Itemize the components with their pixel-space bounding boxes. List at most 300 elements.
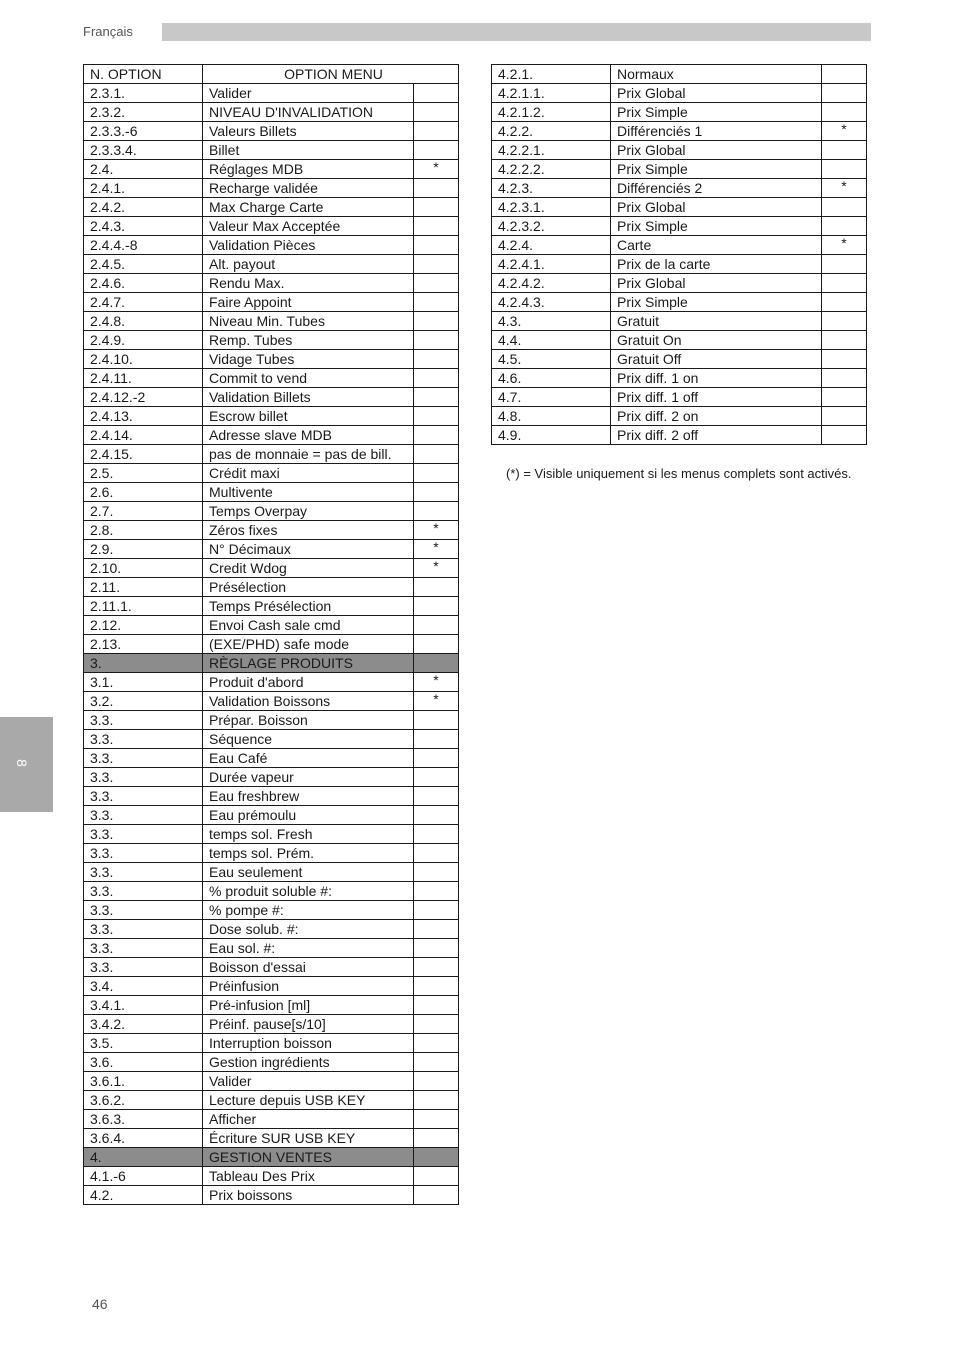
visibility-marker-cell xyxy=(822,312,867,331)
visibility-marker-cell xyxy=(414,274,459,293)
option-menu-cell: Max Charge Carte xyxy=(203,198,414,217)
visibility-marker-cell xyxy=(822,350,867,369)
table-row xyxy=(84,635,459,654)
table-row xyxy=(492,293,867,312)
table-row xyxy=(84,160,459,179)
option-number-cell: 3.3. xyxy=(84,749,203,768)
table-row xyxy=(492,312,867,331)
option-number-cell: 4.2.2.1. xyxy=(492,141,611,160)
option-number-cell: 2.4.13. xyxy=(84,407,203,426)
option-number-cell: 4.2.4. xyxy=(492,236,611,255)
option-number-cell: 3.4. xyxy=(84,977,203,996)
visibility-marker-cell: * xyxy=(414,559,459,578)
visibility-marker-cell xyxy=(414,407,459,426)
option-menu-cell: Validation Pièces xyxy=(203,236,414,255)
visibility-marker-cell xyxy=(414,616,459,635)
table-row xyxy=(492,160,867,179)
table-row xyxy=(84,312,459,331)
option-menu-cell: % produit soluble #: xyxy=(203,882,414,901)
table-row xyxy=(84,806,459,825)
visibility-marker-cell xyxy=(414,198,459,217)
option-menu-cell: Interruption boisson xyxy=(203,1034,414,1053)
option-menu-cell: Prix diff. 1 off xyxy=(611,388,822,407)
option-number-cell: 2.3.2. xyxy=(84,103,203,122)
option-menu-cell: Prépar. Boisson xyxy=(203,711,414,730)
visibility-marker-cell xyxy=(822,65,867,84)
table-row xyxy=(492,426,867,445)
table-row xyxy=(84,1015,459,1034)
option-number-cell: 3.3. xyxy=(84,958,203,977)
option-menu-cell: temps sol. Fresh xyxy=(203,825,414,844)
visibility-marker-cell xyxy=(822,84,867,103)
option-menu-cell: Différenciés 2 xyxy=(611,179,822,198)
option-menu-cell: Eau freshbrew xyxy=(203,787,414,806)
option-number-cell: 2.4. xyxy=(84,160,203,179)
option-menu-cell: Boisson d'essai xyxy=(203,958,414,977)
option-number-cell: 2.9. xyxy=(84,540,203,559)
visibility-marker-cell xyxy=(414,1110,459,1129)
option-number-cell: 3. xyxy=(84,654,203,673)
option-number-cell: 4.3. xyxy=(492,312,611,331)
option-menu-cell: Prix Simple xyxy=(611,217,822,236)
option-menu-cell: % pompe #: xyxy=(203,901,414,920)
table-row xyxy=(84,255,459,274)
option-number-cell: 2.3.1. xyxy=(84,84,203,103)
option-menu-cell: Prix de la carte xyxy=(611,255,822,274)
option-menu-cell: Billet xyxy=(203,141,414,160)
table-row xyxy=(84,1053,459,1072)
option-number-cell: 2.4.7. xyxy=(84,293,203,312)
table-row xyxy=(84,331,459,350)
option-number-cell: 3.6.1. xyxy=(84,1072,203,1091)
option-number-cell: 4.8. xyxy=(492,407,611,426)
visibility-marker-cell xyxy=(414,179,459,198)
visibility-marker-cell xyxy=(822,369,867,388)
option-number-cell: 3.1. xyxy=(84,673,203,692)
option-menu-cell: Prix Simple xyxy=(611,293,822,312)
option-number-cell: 2.4.11. xyxy=(84,369,203,388)
visibility-marker-cell xyxy=(414,977,459,996)
option-menu-cell: Eau Café xyxy=(203,749,414,768)
table-row xyxy=(84,502,459,521)
option-menu-cell: Rendu Max. xyxy=(203,274,414,293)
option-menu-cell: Escrow billet xyxy=(203,407,414,426)
option-number-cell: 3.3. xyxy=(84,806,203,825)
visibility-marker-cell xyxy=(414,1186,459,1205)
option-menu-cell: Produit d'abord xyxy=(203,673,414,692)
table-row xyxy=(492,274,867,293)
visibility-marker-cell xyxy=(414,901,459,920)
table-row xyxy=(84,730,459,749)
option-number-cell: 2.4.15. xyxy=(84,445,203,464)
option-number-cell: 2.5. xyxy=(84,464,203,483)
table-row xyxy=(492,255,867,274)
option-number-cell: 3.3. xyxy=(84,844,203,863)
header-option-number: N. OPTION xyxy=(84,65,203,84)
option-number-cell: 2.6. xyxy=(84,483,203,502)
visibility-marker-cell xyxy=(414,635,459,654)
option-menu-cell: Prix diff. 1 on xyxy=(611,369,822,388)
visibility-marker-cell xyxy=(822,331,867,350)
option-number-cell: 2.4.14. xyxy=(84,426,203,445)
option-menu-cell: Multivente xyxy=(203,483,414,502)
table-row xyxy=(84,1167,459,1186)
option-number-cell: 4.2.1. xyxy=(492,65,611,84)
table-row xyxy=(84,84,459,103)
option-menu-cell: N° Décimaux xyxy=(203,540,414,559)
option-number-cell: 3.6. xyxy=(84,1053,203,1072)
visibility-marker-cell xyxy=(414,1148,459,1167)
option-menu-cell: Faire Appoint xyxy=(203,293,414,312)
option-number-cell: 2.7. xyxy=(84,502,203,521)
option-number-cell: 3.3. xyxy=(84,711,203,730)
option-menu-cell: Prix diff. 2 off xyxy=(611,426,822,445)
table-row xyxy=(492,388,867,407)
option-number-cell: 3.5. xyxy=(84,1034,203,1053)
option-menu-cell: Prix diff. 2 on xyxy=(611,407,822,426)
option-number-cell: 4.2.4.1. xyxy=(492,255,611,274)
option-menu-cell: Validation Billets xyxy=(203,388,414,407)
visibility-marker-cell xyxy=(414,597,459,616)
table-row xyxy=(492,407,867,426)
visibility-marker-cell xyxy=(414,1034,459,1053)
option-number-cell: 3.4.2. xyxy=(84,1015,203,1034)
option-number-cell: 3.3. xyxy=(84,863,203,882)
option-menu-cell: Niveau Min. Tubes xyxy=(203,312,414,331)
table-row xyxy=(84,293,459,312)
table-row xyxy=(84,711,459,730)
visibility-marker-cell xyxy=(414,711,459,730)
table-row xyxy=(84,749,459,768)
table-row xyxy=(84,692,459,711)
visibility-marker-cell: * xyxy=(822,179,867,198)
option-menu-cell: Gratuit xyxy=(611,312,822,331)
section-row xyxy=(84,654,459,673)
visibility-marker-cell xyxy=(414,312,459,331)
table-row xyxy=(492,198,867,217)
option-number-cell: 3.3. xyxy=(84,787,203,806)
visibility-marker-cell xyxy=(414,806,459,825)
visibility-marker-cell xyxy=(414,103,459,122)
table-row xyxy=(84,996,459,1015)
option-menu-cell: Réglages MDB xyxy=(203,160,414,179)
option-number-cell: 4.2.2. xyxy=(492,122,611,141)
table-row xyxy=(492,179,867,198)
visibility-marker-cell xyxy=(414,1053,459,1072)
page-number: 46 xyxy=(92,1296,108,1312)
option-number-cell: 2.4.5. xyxy=(84,255,203,274)
option-number-cell: 4.4. xyxy=(492,331,611,350)
option-menu-cell: Préinf. pause[s/10] xyxy=(203,1015,414,1034)
chapter-tab-label: 8 xyxy=(13,759,30,767)
table-row xyxy=(492,65,867,84)
option-number-cell: 2.13. xyxy=(84,635,203,654)
option-menu-cell: Lecture depuis USB KEY xyxy=(203,1091,414,1110)
table-row xyxy=(84,464,459,483)
table-row xyxy=(84,616,459,635)
option-number-cell: 2.4.9. xyxy=(84,331,203,350)
chapter-tab xyxy=(0,717,53,812)
visibility-marker-cell xyxy=(822,103,867,122)
option-number-cell: 3.6.3. xyxy=(84,1110,203,1129)
visibility-marker-cell xyxy=(414,350,459,369)
option-menu-cell: Écriture SUR USB KEY xyxy=(203,1129,414,1148)
option-menu-cell: NIVEAU D'INVALIDATION xyxy=(203,103,414,122)
table-row xyxy=(84,426,459,445)
section-row xyxy=(84,1148,459,1167)
table-row xyxy=(84,103,459,122)
option-menu-cell: Vidage Tubes xyxy=(203,350,414,369)
visibility-marker-cell xyxy=(414,825,459,844)
option-menu-cell: Carte xyxy=(611,236,822,255)
option-menu-cell: RÈGLAGE PRODUITS xyxy=(203,654,414,673)
language-label: Français xyxy=(83,24,133,39)
option-menu-cell: pas de monnaie = pas de bill. xyxy=(203,445,414,464)
option-menu-cell: Afficher xyxy=(203,1110,414,1129)
table-row xyxy=(84,122,459,141)
table-row xyxy=(84,977,459,996)
option-number-cell: 4. xyxy=(84,1148,203,1167)
visibility-marker-cell xyxy=(414,958,459,977)
option-menu-cell: Prix Global xyxy=(611,274,822,293)
option-menu-cell: Validation Boissons xyxy=(203,692,414,711)
table-row xyxy=(84,597,459,616)
option-menu-cell: Gratuit Off xyxy=(611,350,822,369)
option-number-cell: 2.3.3.4. xyxy=(84,141,203,160)
table-row xyxy=(84,350,459,369)
option-number-cell: 4.2.4.2. xyxy=(492,274,611,293)
visibility-marker-cell: * xyxy=(414,673,459,692)
option-menu-cell: Tableau Des Prix xyxy=(203,1167,414,1186)
table-row xyxy=(84,198,459,217)
option-menu-cell: Zéros fixes xyxy=(203,521,414,540)
option-number-cell: 2.3.3.-6 xyxy=(84,122,203,141)
table-row xyxy=(84,236,459,255)
option-menu-cell: Adresse slave MDB xyxy=(203,426,414,445)
option-menu-cell: Préinfusion xyxy=(203,977,414,996)
option-menu-cell: Alt. payout xyxy=(203,255,414,274)
option-number-cell: 2.11.1. xyxy=(84,597,203,616)
visibility-marker-cell xyxy=(414,141,459,160)
visibility-marker-cell xyxy=(822,293,867,312)
visibility-marker-cell xyxy=(414,84,459,103)
visibility-marker-cell xyxy=(414,122,459,141)
option-number-cell: 3.3. xyxy=(84,939,203,958)
table-row xyxy=(84,958,459,977)
visibility-marker-cell xyxy=(414,996,459,1015)
visibility-marker-cell xyxy=(822,255,867,274)
option-number-cell: 4.2.4.3. xyxy=(492,293,611,312)
option-menu-cell: Temps Présélection xyxy=(203,597,414,616)
visibility-marker-cell xyxy=(414,426,459,445)
visibility-marker-cell xyxy=(414,255,459,274)
table-row xyxy=(492,350,867,369)
header-option-menu: OPTION MENU xyxy=(203,65,459,84)
option-menu-cell: Crédit maxi xyxy=(203,464,414,483)
option-menu-cell: temps sol. Prém. xyxy=(203,844,414,863)
option-number-cell: 2.4.4.-8 xyxy=(84,236,203,255)
table-row xyxy=(492,103,867,122)
option-number-cell: 3.6.4. xyxy=(84,1129,203,1148)
option-menu-cell: Gratuit On xyxy=(611,331,822,350)
option-menu-cell: Différenciés 1 xyxy=(611,122,822,141)
visibility-marker-cell xyxy=(822,198,867,217)
visibility-marker-cell xyxy=(414,654,459,673)
option-menu-cell: Durée vapeur xyxy=(203,768,414,787)
options-table-left xyxy=(83,64,459,1205)
visibility-marker-cell xyxy=(414,768,459,787)
option-number-cell: 2.4.6. xyxy=(84,274,203,293)
table-row xyxy=(492,236,867,255)
option-number-cell: 2.4.3. xyxy=(84,217,203,236)
visibility-marker-cell xyxy=(822,426,867,445)
option-number-cell: 4.2.2.2. xyxy=(492,160,611,179)
option-number-cell: 2.12. xyxy=(84,616,203,635)
visibility-marker-cell xyxy=(414,863,459,882)
table-row xyxy=(492,331,867,350)
visibility-marker-cell: * xyxy=(822,236,867,255)
visibility-marker-cell: * xyxy=(414,521,459,540)
table-row xyxy=(84,1129,459,1148)
option-menu-cell: Temps Overpay xyxy=(203,502,414,521)
option-number-cell: 4.5. xyxy=(492,350,611,369)
visibility-marker-cell: * xyxy=(414,540,459,559)
header-bar xyxy=(162,23,871,41)
table-row xyxy=(84,882,459,901)
visibility-marker-cell xyxy=(414,464,459,483)
table-row xyxy=(84,673,459,692)
table-row xyxy=(492,122,867,141)
option-menu-cell: Envoi Cash sale cmd xyxy=(203,616,414,635)
visibility-marker-cell xyxy=(414,1129,459,1148)
visibility-marker-cell: * xyxy=(822,122,867,141)
option-number-cell: 3.3. xyxy=(84,768,203,787)
option-number-cell: 4.2. xyxy=(84,1186,203,1205)
option-menu-cell: Commit to vend xyxy=(203,369,414,388)
option-menu-cell: Séquence xyxy=(203,730,414,749)
visibility-marker-cell xyxy=(414,882,459,901)
table-row xyxy=(84,578,459,597)
visibility-marker-cell xyxy=(414,502,459,521)
option-number-cell: 4.2.3. xyxy=(492,179,611,198)
option-number-cell: 4.2.1.1. xyxy=(492,84,611,103)
option-number-cell: 3.4.1. xyxy=(84,996,203,1015)
option-menu-cell: Valeurs Billets xyxy=(203,122,414,141)
visibility-marker-cell xyxy=(414,1091,459,1110)
option-menu-cell: Présélection xyxy=(203,578,414,597)
visibility-marker-cell xyxy=(414,1072,459,1091)
table-row xyxy=(492,141,867,160)
table-row xyxy=(84,369,459,388)
visibility-marker-cell xyxy=(414,1167,459,1186)
option-menu-cell: Prix Global xyxy=(611,84,822,103)
table-row xyxy=(84,540,459,559)
table-row xyxy=(84,445,459,464)
options-table-right xyxy=(491,64,867,445)
option-number-cell: 2.10. xyxy=(84,559,203,578)
option-number-cell: 4.6. xyxy=(492,369,611,388)
visibility-marker-cell xyxy=(822,388,867,407)
visibility-marker-cell xyxy=(414,920,459,939)
table-row xyxy=(84,844,459,863)
option-menu-cell: Prix Global xyxy=(611,198,822,217)
option-menu-cell: Pré-infusion [ml] xyxy=(203,996,414,1015)
table-row xyxy=(84,1034,459,1053)
visibility-marker-cell xyxy=(414,369,459,388)
table-row xyxy=(84,920,459,939)
option-number-cell: 4.2.3.1. xyxy=(492,198,611,217)
table-row xyxy=(84,274,459,293)
option-number-cell: 2.11. xyxy=(84,578,203,597)
table-row xyxy=(492,369,867,388)
option-menu-cell: Dose solub. #: xyxy=(203,920,414,939)
table-row xyxy=(84,768,459,787)
visibility-marker-cell xyxy=(414,236,459,255)
option-menu-cell: Recharge validée xyxy=(203,179,414,198)
visibility-marker-cell xyxy=(414,1015,459,1034)
option-number-cell: 4.1.-6 xyxy=(84,1167,203,1186)
visibility-marker-cell xyxy=(414,578,459,597)
option-number-cell: 4.7. xyxy=(492,388,611,407)
option-menu-cell: Prix Simple xyxy=(611,103,822,122)
table-row xyxy=(84,141,459,160)
option-number-cell: 2.4.10. xyxy=(84,350,203,369)
option-number-cell: 2.4.8. xyxy=(84,312,203,331)
visibility-marker-cell xyxy=(414,939,459,958)
option-number-cell: 3.3. xyxy=(84,920,203,939)
visibility-marker-cell xyxy=(414,730,459,749)
option-number-cell: 3.2. xyxy=(84,692,203,711)
option-menu-cell: Eau sol. #: xyxy=(203,939,414,958)
visibility-marker-cell xyxy=(822,160,867,179)
visibility-marker-cell: * xyxy=(414,692,459,711)
option-menu-cell: Valider xyxy=(203,84,414,103)
visibility-marker-cell xyxy=(414,787,459,806)
table-row xyxy=(84,1072,459,1091)
option-menu-cell: Prix boissons xyxy=(203,1186,414,1205)
table-row xyxy=(84,939,459,958)
table-row xyxy=(84,217,459,236)
option-number-cell: 4.2.1.2. xyxy=(492,103,611,122)
option-menu-cell: Valider xyxy=(203,1072,414,1091)
visibility-marker-cell xyxy=(822,274,867,293)
option-menu-cell: Valeur Max Acceptée xyxy=(203,217,414,236)
table-row xyxy=(492,217,867,236)
visibility-marker-cell xyxy=(822,407,867,426)
option-number-cell: 3.3. xyxy=(84,901,203,920)
visibility-marker-cell xyxy=(414,844,459,863)
option-number-cell: 3.3. xyxy=(84,882,203,901)
table-row xyxy=(84,1091,459,1110)
table-row xyxy=(84,179,459,198)
option-menu-cell: Eau seulement xyxy=(203,863,414,882)
option-number-cell: 4.2.3.2. xyxy=(492,217,611,236)
option-number-cell: 3.3. xyxy=(84,730,203,749)
table-row xyxy=(84,407,459,426)
visibility-marker-cell xyxy=(414,483,459,502)
option-menu-cell: Eau prémoulu xyxy=(203,806,414,825)
option-menu-cell: Prix Simple xyxy=(611,160,822,179)
visibility-marker-cell xyxy=(414,217,459,236)
option-menu-cell: Normaux xyxy=(611,65,822,84)
table-row xyxy=(84,483,459,502)
table-row xyxy=(84,1110,459,1129)
footnote: (*) = Visible uniquement si les menus complets sont activés. xyxy=(506,466,852,481)
option-menu-cell: Prix Global xyxy=(611,141,822,160)
option-menu-cell: GESTION VENTES xyxy=(203,1148,414,1167)
table-row xyxy=(84,388,459,407)
visibility-marker-cell xyxy=(414,331,459,350)
